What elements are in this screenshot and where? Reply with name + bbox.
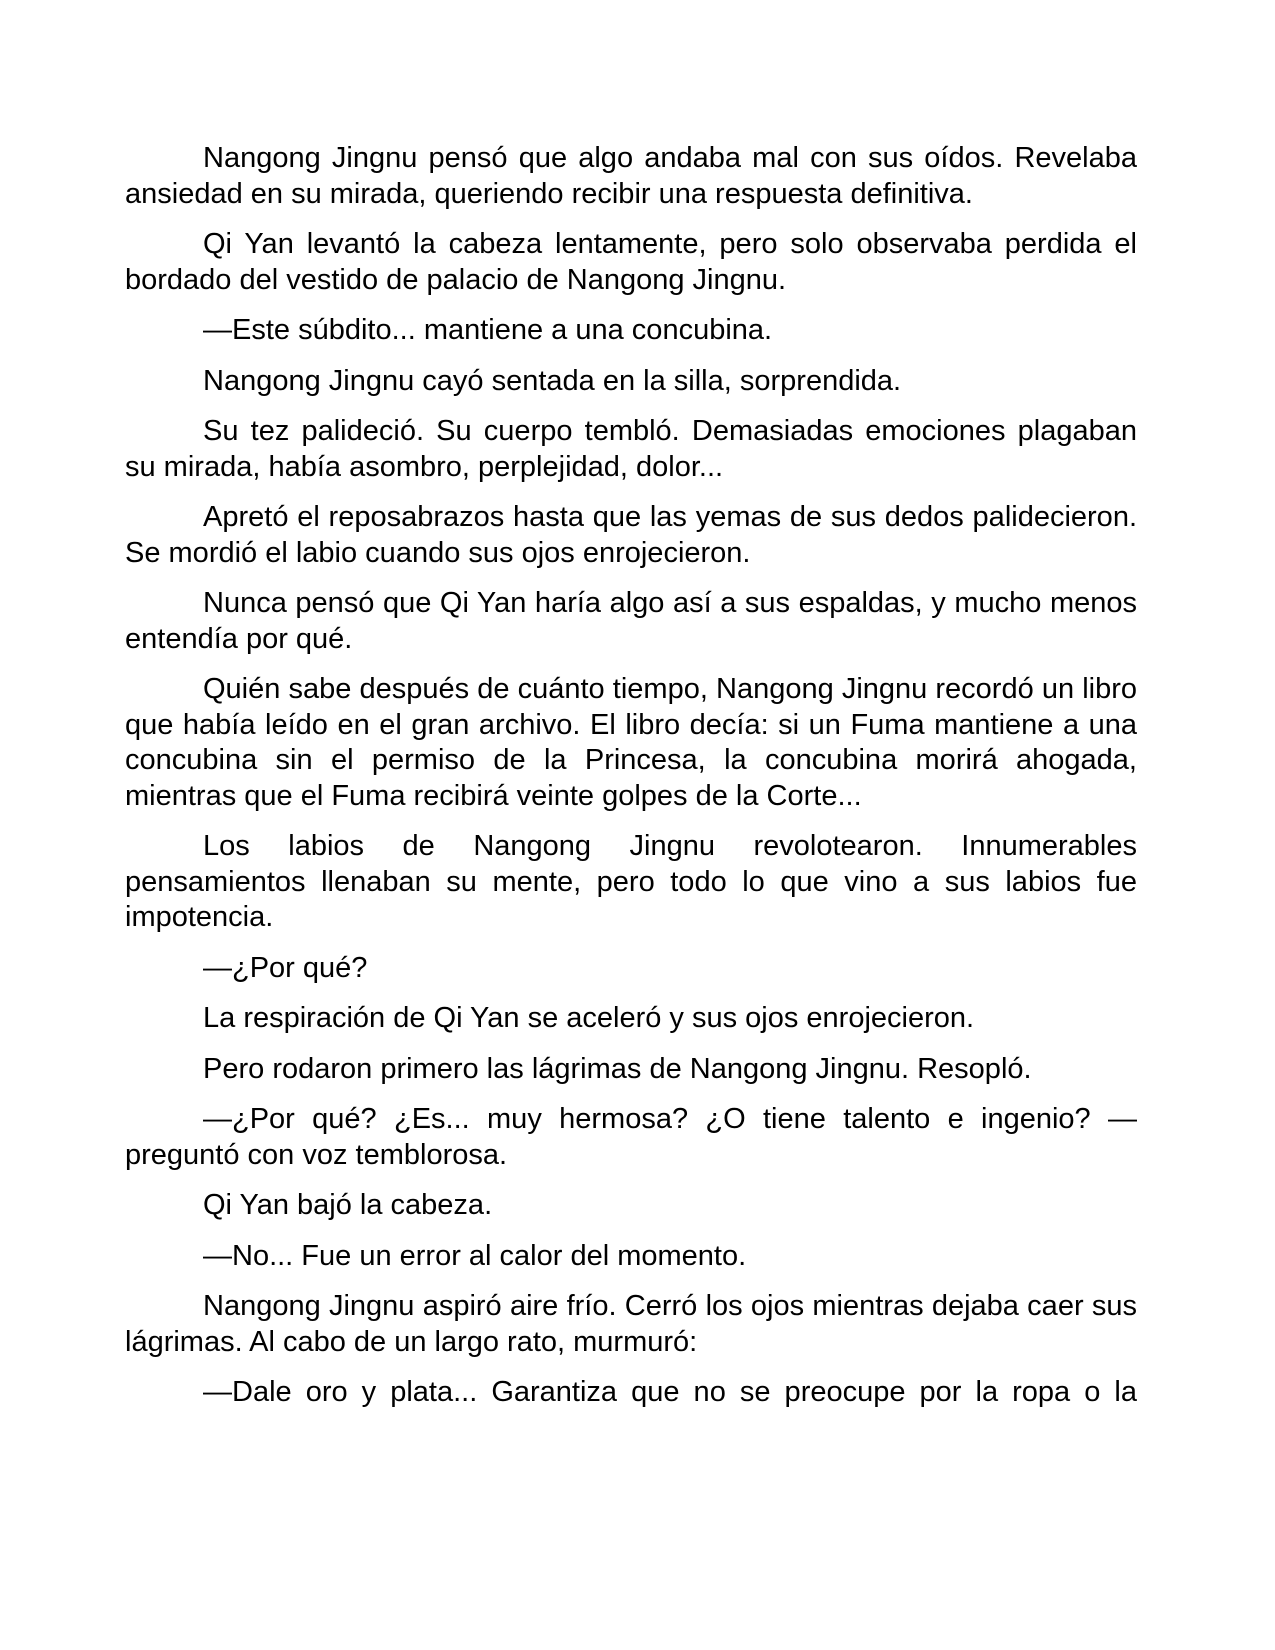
paragraph: Quién sabe después de cuánto tiempo, Nangong Jingnu recordó un libro que había leído en el gran archivo. El libro decía: si un Fuma mantiene a una concubina sin el permiso de la Princesa, la concubina morirá ahogada, mientras que el Fuma recibirá veinte golpes de la Corte... [125, 673, 1137, 812]
paragraph: Pero rodaron primero las lágrimas de Nangong Jingnu. Resopló. [203, 1052, 1032, 1085]
paragraph: Nangong Jingnu cayó sentada en la silla, sorprendida. [203, 364, 902, 397]
paragraph: —¿Por qué? [203, 951, 368, 984]
paragraph: —¿Por qué? ¿Es... muy hermosa? ¿O tiene talento e ingenio? —preguntó con voz temblorosa. [125, 1103, 1137, 1171]
paragraph: La respiración de Qi Yan se aceleró y sus ojos enrojecieron. [203, 1002, 975, 1034]
paragraph: —No... Fue un error al calor del momento. [203, 1239, 747, 1272]
paragraph: Apretó el reposabrazos hasta que las yemas de sus dedos palidecieron. Se mordió el labio cuando sus ojos enrojecieron. [125, 501, 1137, 569]
paragraph: Nangong Jingnu aspiró aire frío. Cerró los ojos mientras dejaba caer sus lágrimas. Al cabo de un largo rato, murmuró: [125, 1290, 1137, 1358]
paragraph: Su tez palideció. Su cuerpo tembló. Demasiadas emociones plagaban su mirada, había asombro, perplejidad, dolor... [125, 415, 1137, 483]
paragraph: —Dale oro y plata... Garantiza que no se preocupe por la ropa o la [203, 1376, 1137, 1408]
paragraph: Nunca pensó que Qi Yan haría algo así a sus espaldas, y mucho menos entendía por qué. [125, 587, 1137, 655]
document-page [125, 141, 1137, 1426]
paragraph: —Este súbdito... mantiene a una concubina. [203, 314, 773, 346]
paragraph: Nangong Jingnu pensó que algo andaba mal con sus oídos. Revelaba ansiedad en su mirada, queriendo recibir una respuesta definitiva. [125, 142, 1137, 210]
paragraph: Los labios de Nangong Jingnu revolotearon. Innumerables pensamientos llenaban su mente, pero todo lo que vino a sus labios fue impotencia. [125, 830, 1137, 933]
paragraph: Qi Yan bajó la cabeza. [203, 1189, 493, 1221]
paragraph: Qi Yan levantó la cabeza lentamente, pero solo observaba perdida el bordado del vestido de palacio de Nangong Jingnu. [125, 228, 1137, 296]
